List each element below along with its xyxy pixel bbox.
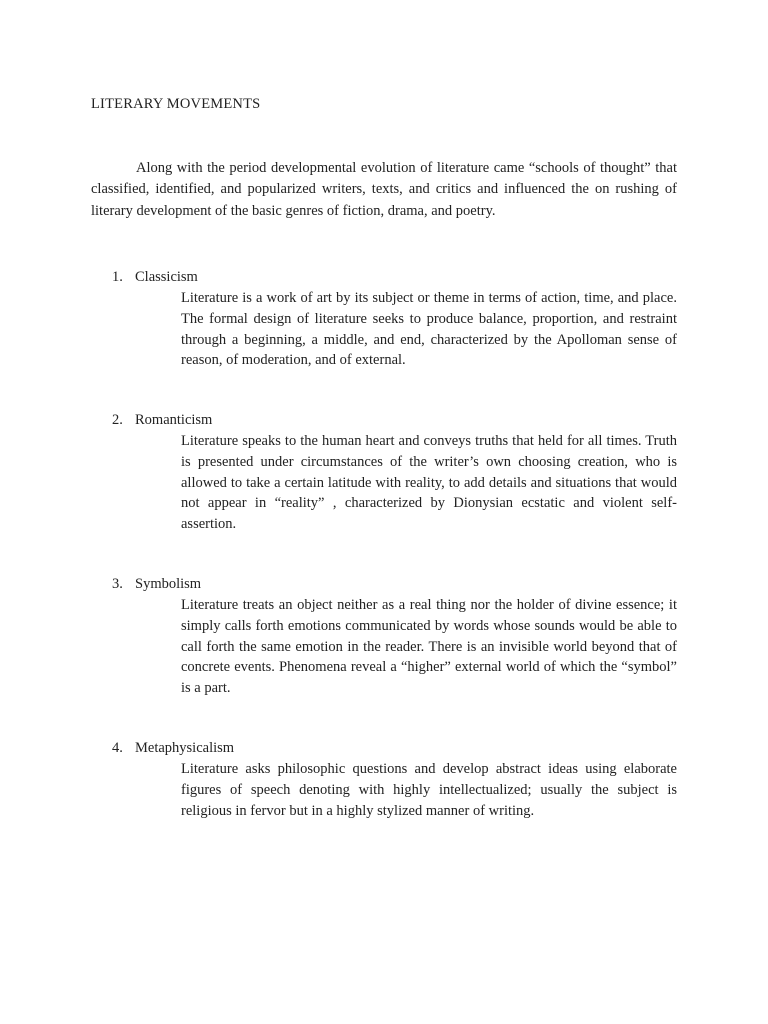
movement-description: Literature asks philosophic questions and develop abstract ideas using elaborate figures of speech denoting with highly intellectualized; usually the subject is religious in fervor but in a highly stylized manner of writing.	[181, 761, 677, 819]
movement-description: Literature treats an object neither as a real thing nor the holder of divine essence; it simply calls forth emotions communicated by words whose sounds would be able to call forth the same emotion in the reader. There is an invisible world beyond that of concrete events. Phenomena reveal a “higher” external world of which the “symbol” is a part.	[181, 597, 677, 697]
movement-name: Classicism	[135, 269, 198, 285]
movement-name: Romanticism	[135, 412, 213, 428]
movement-number: 1.	[112, 269, 123, 285]
movement-number: 3.	[112, 576, 123, 592]
movement-heading	[91, 267, 677, 288]
movement-description: Literature is a work of art by its subject or theme in terms of action, time, and place. The formal design of literature seeks to produce balance, proportion, and restraint through a beginning, a middle, and end, characterized by the Apolloman sense of reason, of moderation, and of external.	[181, 290, 677, 369]
movement-heading	[91, 738, 677, 759]
movement-romanticism	[91, 410, 677, 535]
movement-symbolism	[91, 574, 677, 699]
movement-name: Metaphysicalism	[135, 740, 235, 756]
movement-classicism	[91, 267, 677, 371]
movement-heading	[91, 574, 677, 595]
movement-description: Literature speaks to the human heart and conveys truths that held for all times. Truth is presented under circumstances of the writer’s own choosing creation, who is allowed to take a certain latitude with reality, to add details and situations that would not appear in “reality” , characterized by Dionysian ecstatic and violent self-assertion.	[181, 433, 677, 533]
movement-number: 2.	[112, 412, 123, 428]
movement-name: Symbolism	[135, 576, 202, 592]
document-title: LITERARY MOVEMENTS	[91, 96, 261, 112]
movement-metaphysicalism	[91, 738, 677, 821]
movement-number: 4.	[112, 740, 123, 756]
intro-paragraph: Along with the period developmental evolution of literature came “schools of thought” that classified, identified, and popularized writers, texts, and critics and influenced the on rushing of literary development of the basic genres of fiction, drama, and poetry.	[91, 160, 677, 219]
movement-heading	[91, 410, 677, 431]
